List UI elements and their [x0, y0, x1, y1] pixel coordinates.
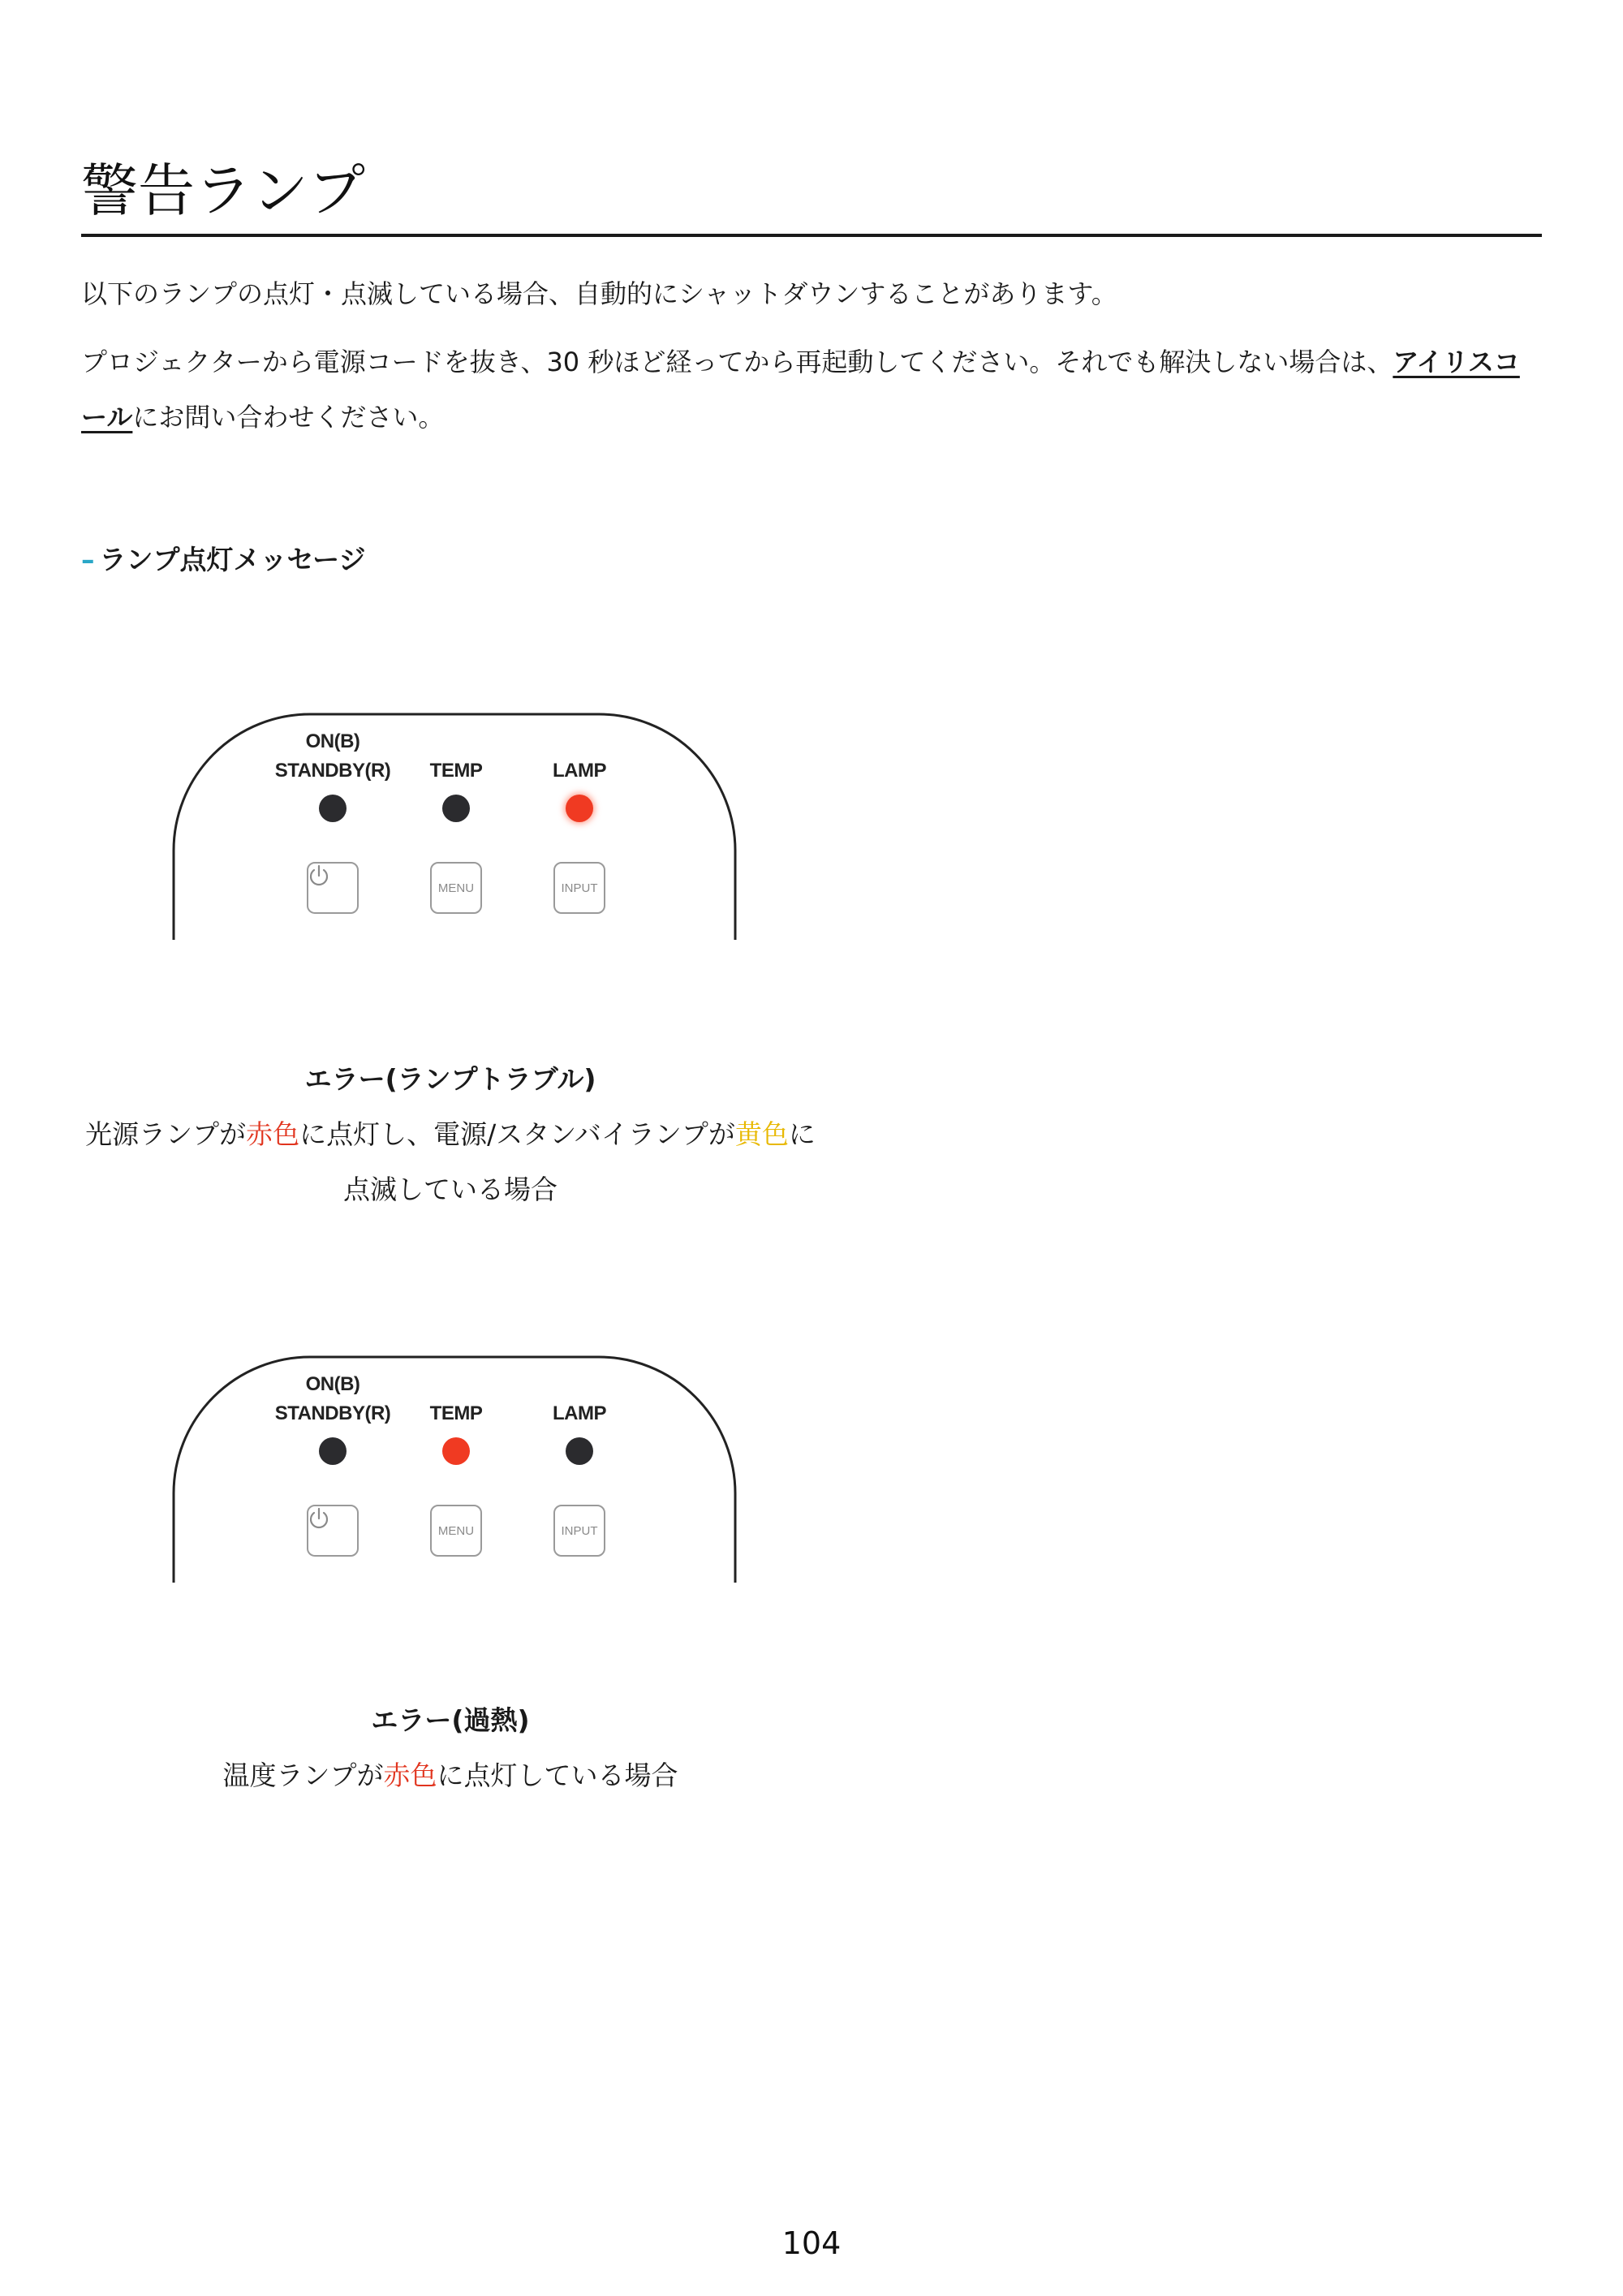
section-dash: – — [81, 544, 95, 575]
input-button: INPUT — [553, 1505, 605, 1557]
intro-line-2-text: プロジェクターから電源コードを抜き、30 秒ほど経ってから再起動してください。それでも解決しない場合は、 — [81, 347, 1393, 377]
page-number: 104 — [781, 2225, 842, 2261]
label-lamp: LAMP — [553, 760, 606, 782]
lamp-indicator — [566, 1437, 593, 1465]
case-2-desc-line-1 — [49, 1748, 852, 1803]
menu-button: MENU — [430, 862, 482, 914]
case-1-desc-part-1: 光源ランプが — [85, 1118, 247, 1150]
case-2-title: エラー(過熱) — [371, 1704, 530, 1736]
label-standby-r: STANDBY(R) — [274, 760, 391, 782]
case-1-desc-part-3: に — [788, 1118, 816, 1150]
case-2-red-word: 赤色 — [383, 1760, 437, 1791]
case-2-desc-part-2: に点灯している場合 — [437, 1760, 678, 1791]
input-button: INPUT — [553, 862, 605, 914]
projector-panel-lamp-error — [172, 713, 737, 940]
projector-panel-overheat-error — [172, 1355, 737, 1583]
case-1-desc-part-2: に点灯し、電源/スタンバイランプが — [299, 1118, 735, 1150]
page-title: 警告ランプ — [81, 157, 365, 224]
section-heading-text: ランプ点灯メッセージ — [99, 544, 366, 575]
power-button — [307, 862, 359, 914]
iris-call-link[interactable]: アイリスコール — [81, 347, 1520, 433]
standby-indicator — [319, 795, 347, 822]
case-1-title: エラー(ランプトラブル) — [304, 1063, 596, 1095]
temp-indicator — [442, 795, 470, 822]
label-on-b: ON(B) — [305, 730, 360, 752]
intro-line-2 — [81, 334, 1542, 445]
power-icon — [308, 1506, 329, 1531]
temp-indicator — [442, 1437, 470, 1465]
power-icon — [308, 864, 329, 888]
case-1-yellow-word: 黄色 — [734, 1118, 789, 1150]
menu-button: MENU — [430, 1505, 482, 1557]
case-1-desc-line-2: 点滅している場合 — [343, 1174, 558, 1205]
label-temp: TEMP — [429, 760, 483, 782]
case-1-desc-line-1 — [49, 1107, 852, 1162]
title-rule — [81, 234, 1542, 237]
label-on-b: ON(B) — [305, 1373, 360, 1395]
label-temp: TEMP — [429, 1402, 483, 1424]
intro-line-2-tail: にお問い合わせください。 — [132, 402, 445, 433]
label-lamp: LAMP — [553, 1402, 606, 1424]
case-1-red-word: 赤色 — [246, 1118, 300, 1150]
power-button — [307, 1505, 359, 1557]
intro-line-1: 以下のランプの点灯・点滅している場合、自動的にシャットダウンすることがあります。 — [81, 278, 1117, 309]
section-heading — [81, 539, 366, 577]
lamp-indicator — [566, 795, 593, 822]
case-2-desc-part-1: 温度ランプが — [222, 1760, 384, 1791]
standby-indicator — [319, 1437, 347, 1465]
label-standby-r: STANDBY(R) — [274, 1402, 391, 1424]
